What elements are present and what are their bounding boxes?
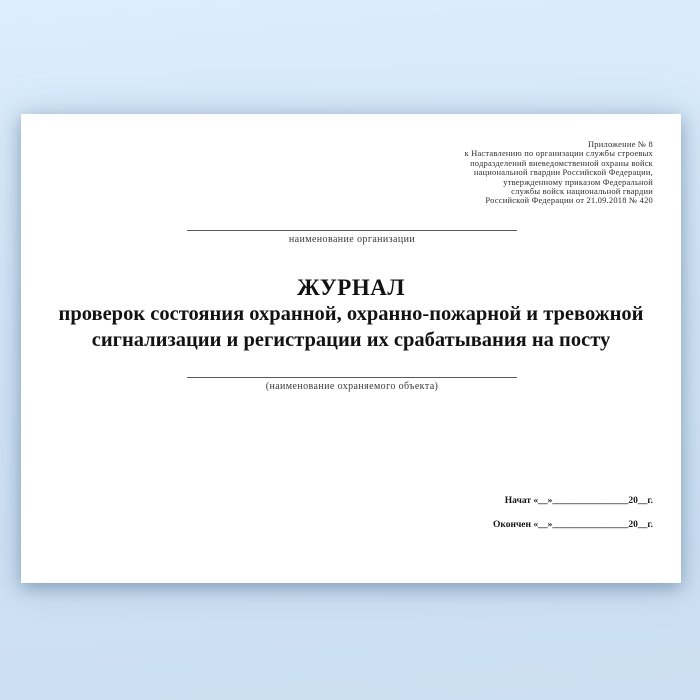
dates-block (493, 496, 653, 531)
annex-line: национальной гвардии Российской Федерации, (473, 167, 653, 178)
date-started: Начат «__»________________20__г. (504, 496, 653, 506)
journal-title-line: проверок состояния охранной, охранно-пожарной и тревожной (58, 303, 644, 325)
annex-line: утвержденному приказом Федеральной (503, 176, 653, 187)
organization-name-field (187, 230, 517, 245)
annex-line: службы войск национальной гвардии (511, 186, 653, 197)
annex-line: подразделений вневедомственной охраны войск (470, 157, 653, 168)
journal-title (21, 274, 681, 353)
protected-object-caption: (наименование охраняемого объекта) (265, 381, 439, 392)
annex-line: к Наставлению по организации службы строевых (464, 148, 653, 159)
organization-name-caption: наименование организации (288, 234, 416, 245)
annex-reference-block (464, 140, 653, 206)
annex-line: Российской Федерации от 21.09.2018 № 420 (485, 195, 653, 206)
journal-title-line: сигнализации и регистрации их срабатывания на посту (91, 329, 611, 351)
journal-cover-page (21, 114, 681, 583)
date-finished: Окончен «__»________________20__г. (492, 520, 653, 530)
protected-object-field (187, 377, 517, 392)
annex-line: Приложение № 8 (587, 139, 653, 149)
journal-title-word: ЖУРНАЛ (297, 275, 405, 300)
